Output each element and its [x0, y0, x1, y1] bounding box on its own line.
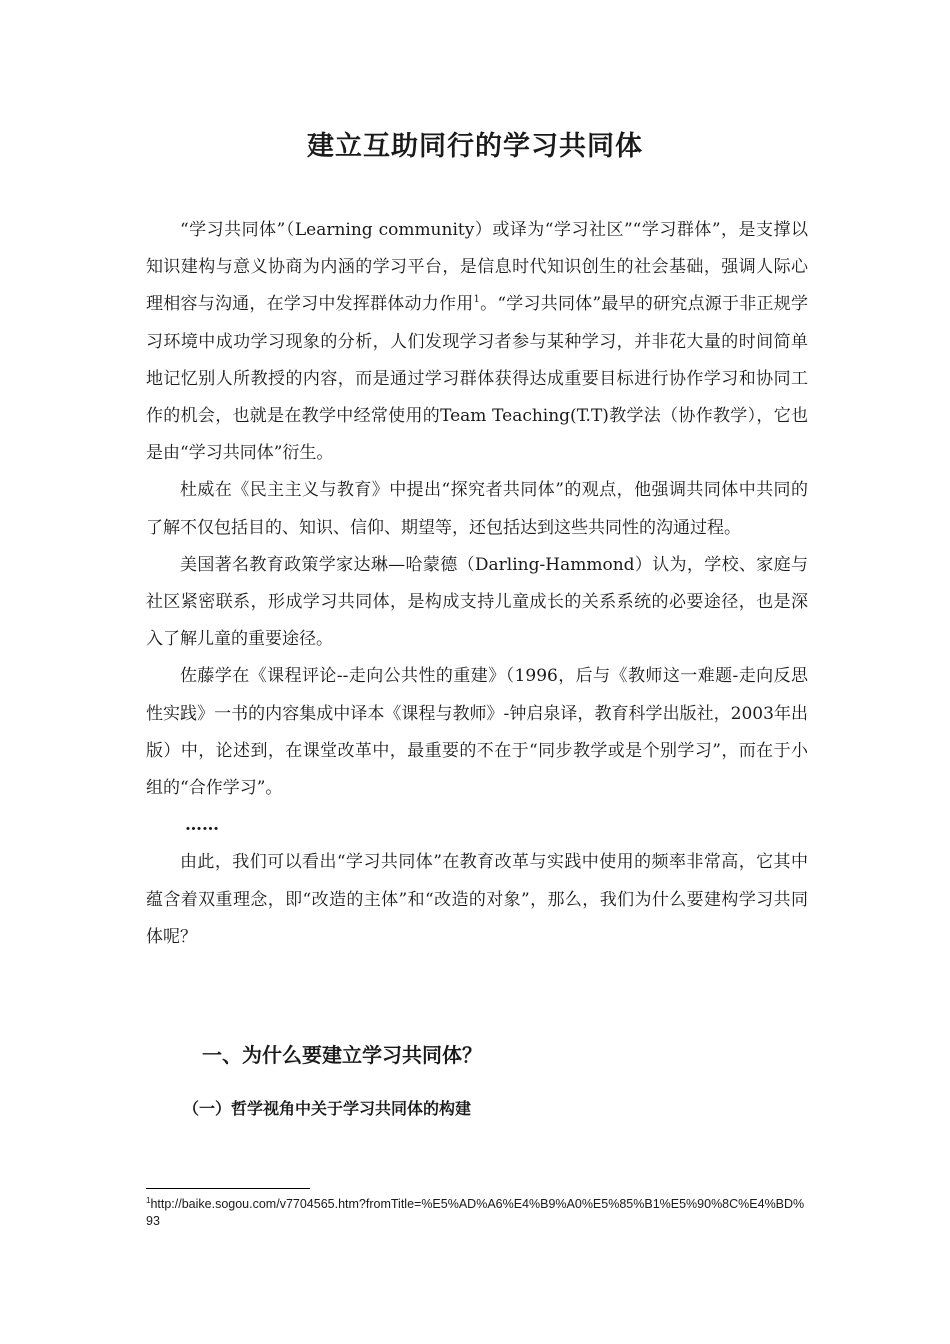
- footnote-marker: 1: [146, 1196, 151, 1205]
- paragraph-text: 。“学习共同体”最早的研究点源于非正规学习环境中成功学习现象的分析，人们发现学习者参与某种学习，并非花大量的时间简单地记忆别人所教授的内容，而是通过学习群体获得达成重要目标进行协作学习和协同工作的机会，也就是在教学中经常使用的Team Teaching(T.T)教学法（协作教学），它也是由“学习共同体”衍生。: [146, 294, 808, 464]
- paragraph-learning-community: [146, 212, 808, 472]
- paragraph-dewey: 杜威在《民主主义与教育》中提出“探究者共同体”的观点，他强调共同体中共同的了解不仅包括目的、知识、信仰、期望等，还包括达到这些共同性的沟通过程。: [146, 480, 808, 538]
- document-body: [146, 212, 808, 956]
- footnote-link[interactable]: http://baike.sogou.com/v7704565.htm?fromTitle=%E5%AD%A6%E4%B9%A0%E5%85%B1%E5%90%8C%E4%BD%93: [146, 1197, 805, 1228]
- paragraph-darling-hammond: 美国著名教育政策学家达琳—哈蒙德（Darling-Hammond）认为，学校、家庭与社区紧密联系，形成学习共同体，是构成支持儿童成长的关系系统的必要途径，也是深入了解儿童的重要途径。: [146, 554, 808, 650]
- paragraph-conclusion: 由此，我们可以看出“学习共同体”在教育改革与实践中使用的频率非常高，它其中蕴含着双重理念，即“改造的主体”和“改造的对象”，那么，我们为什么要建构学习共同体呢？: [146, 852, 808, 947]
- footnote-reference[interactable]: 1: [473, 294, 480, 306]
- paragraph-sato-manabu: 佐藤学在《课程评论--走向公共性的重建》（1996，后与《教师这一难题-走向反思性实践》一书的内容集成中译本《课程与教师》-钟启泉译，教育科学出版社，2003年出版）中，论述到，在课堂改革中，最重要的不在于“同步教学或是个别学习”，而在于小组的“合作学习”。: [146, 666, 808, 799]
- paragraph-ellipsis: ……: [185, 815, 219, 836]
- footnote: [146, 1196, 808, 1230]
- section-heading-1: 一、为什么要建立学习共同体？: [202, 1043, 482, 1067]
- footnote-separator: [146, 1188, 310, 1189]
- paragraph-text: “学习共同体”（Learning community）或译为“学习社区”“学习群体”，是支撑以知识建构与意义协商为内涵的学习平台，是信息时代知识创生的社会基础，强调人际心理相容与沟通，在学习中发挥群体动力作用: [146, 220, 808, 315]
- subsection-heading-1: （一）哲学视角中关于学习共同体的构建: [183, 1099, 472, 1118]
- document-title: 建立互助同行的学习共同体: [307, 131, 643, 162]
